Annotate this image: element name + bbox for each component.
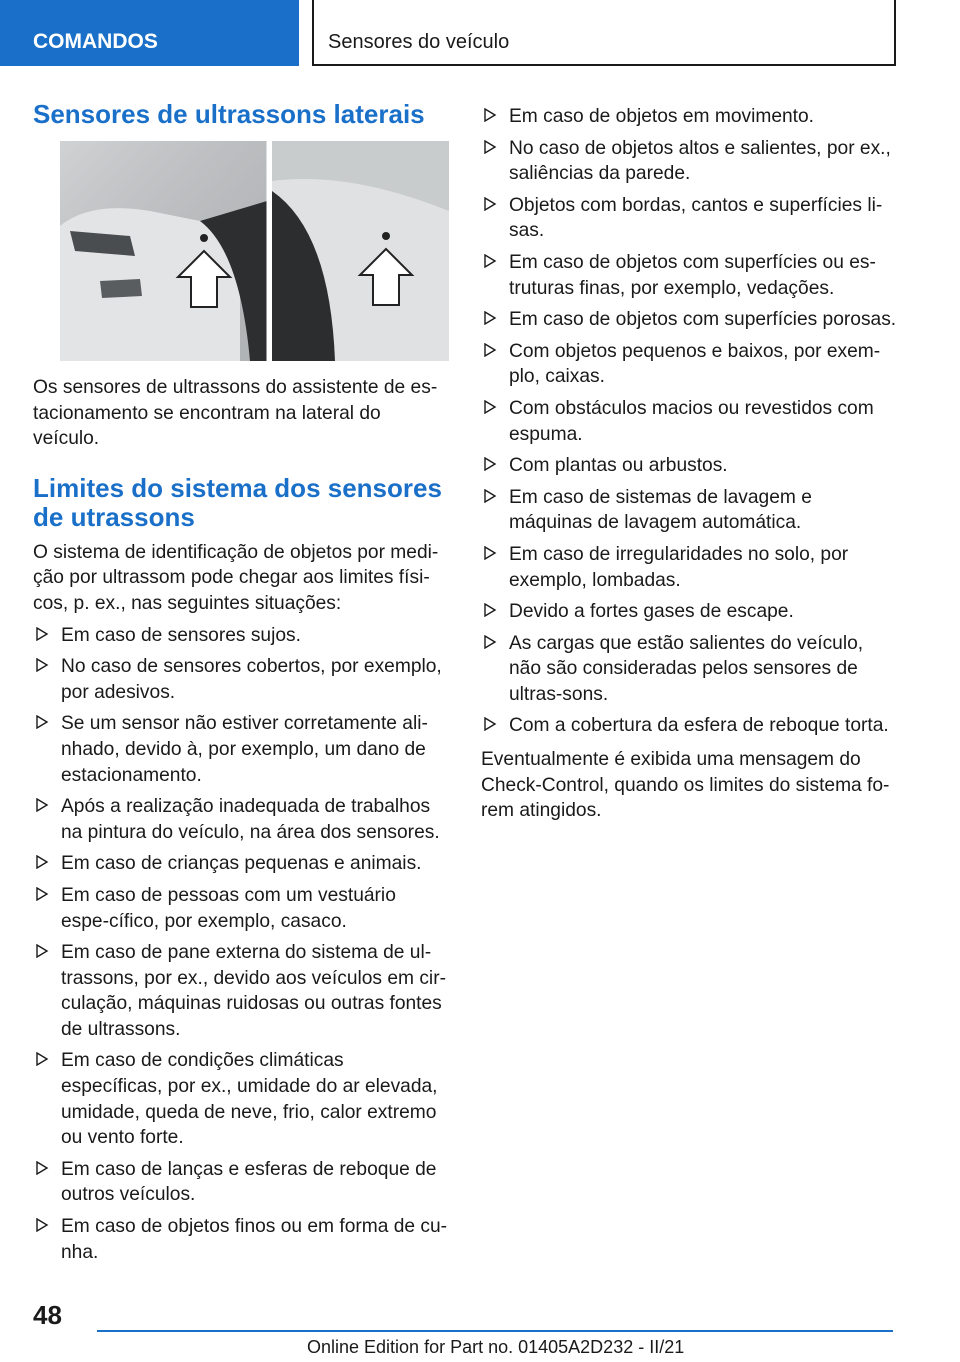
triangle-right-outline-icon — [35, 1161, 49, 1175]
list-item-text: Após a realização inadequada de trabalhos na pintura do veículo, na área dos sensores. — [61, 796, 440, 843]
list-item — [481, 485, 899, 536]
list-item-text: Com a cobertura da esfera de reboque torta. — [509, 715, 889, 737]
list-item-text: Em caso de sistemas de lavagem e máquinas de lavagem automática. — [509, 486, 812, 534]
list-item-text: Em caso de objetos com superfícies porosas. — [509, 309, 897, 331]
list-item-text: Em caso de crianças pequenas e animais. — [61, 853, 422, 875]
section-heading-system-limits: Limites do sistema dos sensores de utrassons — [33, 472, 442, 532]
triangle-right-outline-icon — [483, 108, 497, 122]
list-item-text: Em caso de objetos com superfícies ou es-truturas finas, por exemplo, vedações. — [509, 251, 876, 299]
list-item-text: Em caso de pane externa do sistema de ul-trassons, por ex., devido aos veículos em cir-culação, máquinas ruidosas ou outras fontes de ultrassons. — [61, 942, 446, 1040]
left-column — [33, 100, 448, 1265]
list-item — [481, 250, 899, 301]
check-control-note: Eventualmente é exibida uma mensagem do Check-Control, quando os limites do sistema fo-rem atingidos. — [481, 749, 890, 822]
section-tab — [0, 0, 299, 66]
list-item-text: No caso de objetos altos e salientes, por ex., saliências da parede. — [509, 137, 891, 185]
list-item-text: Com obstáculos macios ou revestidos com espuma. — [509, 397, 874, 445]
footer-rule — [97, 1330, 893, 1332]
lateral-sensors-paragraph: Os sensores de ultrassons do assistente de es-tacionamento se encontram na lateral do veículo. — [33, 377, 438, 450]
chapter-title: Sensores do veículo — [328, 31, 510, 53]
list-item — [33, 1214, 448, 1265]
list-item — [481, 136, 899, 187]
triangle-right-outline-icon — [483, 603, 497, 617]
triangle-right-outline-icon — [35, 1218, 49, 1232]
triangle-right-outline-icon — [35, 798, 49, 812]
lateral-sensors-illustration — [60, 141, 449, 361]
list-item-text: No caso de sensores cobertos, por exemplo, por adesivos. — [61, 656, 442, 703]
list-item — [481, 307, 899, 333]
triangle-right-outline-icon — [35, 627, 49, 641]
triangle-right-outline-icon — [483, 546, 497, 560]
list-item-text: Em caso de condições climáticas específicas, por ex., umidade do ar elevada, umidade, queda de neve, frio, calor extremo ou vento forte. — [61, 1050, 438, 1149]
list-item — [33, 851, 448, 877]
triangle-right-outline-icon — [35, 944, 49, 958]
limits-list-left — [33, 623, 448, 1266]
list-item — [33, 794, 448, 845]
triangle-right-outline-icon — [483, 400, 497, 414]
triangle-right-outline-icon — [483, 254, 497, 268]
triangle-right-outline-icon — [483, 717, 497, 731]
list-item — [481, 339, 899, 390]
section-title: COMANDOS — [33, 30, 158, 53]
list-item-text: Com objetos pequenos e baixos, por exem-plo, caixas. — [509, 340, 881, 388]
list-item — [33, 711, 448, 788]
list-item — [33, 883, 448, 934]
triangle-right-outline-icon — [35, 658, 49, 672]
triangle-right-outline-icon — [35, 887, 49, 901]
triangle-right-outline-icon — [35, 1052, 49, 1066]
list-item-text: Se um sensor não estiver corretamente ali-nhado, devido à, por exemplo, um dano de estacionamento. — [61, 713, 428, 786]
list-item-text: Em caso de irregularidades no solo, por exemplo, lombadas. — [509, 543, 849, 591]
list-item — [33, 1157, 448, 1208]
right-column — [481, 104, 899, 824]
list-item — [481, 396, 899, 447]
list-item — [481, 713, 899, 739]
list-item — [481, 631, 899, 708]
list-item — [33, 940, 448, 1042]
triangle-right-outline-icon — [483, 197, 497, 211]
list-item-text: Devido a fortes gases de escape. — [509, 601, 794, 623]
list-item-text: As cargas que estão salientes do veículo, não são consideradas pelos sensores de ultras-sons. — [509, 632, 864, 705]
triangle-right-outline-icon — [483, 457, 497, 471]
triangle-right-outline-icon — [35, 855, 49, 869]
triangle-right-outline-icon — [483, 140, 497, 154]
chapter-tab — [312, 0, 896, 66]
limits-list-right — [481, 104, 899, 739]
triangle-right-outline-icon — [483, 343, 497, 357]
triangle-right-outline-icon — [35, 715, 49, 729]
list-item — [33, 623, 448, 649]
system-limits-intro: O sistema de identificação de objetos por medi-ção por ultrassom pode chegar aos limites físi-cos, p. ex., nas seguintes situações: — [33, 541, 439, 614]
list-item-text: Em caso de objetos finos ou em forma de cu-nha. — [61, 1216, 448, 1263]
list-item-text: Objetos com bordas, cantos e superfícies li-sas. — [509, 194, 883, 242]
list-item — [481, 599, 899, 625]
list-item-text: Em caso de lanças e esferas de reboque de outros veículos. — [61, 1158, 437, 1206]
list-item — [481, 193, 899, 244]
list-item-text: Em caso de objetos em movimento. — [509, 106, 815, 127]
list-item — [481, 453, 899, 479]
list-item-text: Em caso de sensores sujos. — [61, 624, 301, 646]
list-item — [481, 104, 899, 130]
list-item — [33, 1048, 448, 1150]
triangle-right-outline-icon — [483, 489, 497, 503]
edition-label: Online Edition for Part no. 01405A2D232 - II/21 — [307, 1337, 685, 1357]
list-item-text: Com plantas ou arbustos. — [509, 455, 728, 477]
triangle-right-outline-icon — [483, 635, 497, 649]
page-number: 48 — [33, 1300, 62, 1330]
list-item-text: Em caso de pessoas com um vestuário espe-cífico, por exemplo, casaco. — [61, 884, 396, 932]
list-item — [33, 654, 448, 705]
list-item — [481, 542, 899, 593]
section-heading-lateral-sensors: Sensores de ultrassons laterais — [33, 99, 425, 129]
triangle-right-outline-icon — [483, 311, 497, 325]
